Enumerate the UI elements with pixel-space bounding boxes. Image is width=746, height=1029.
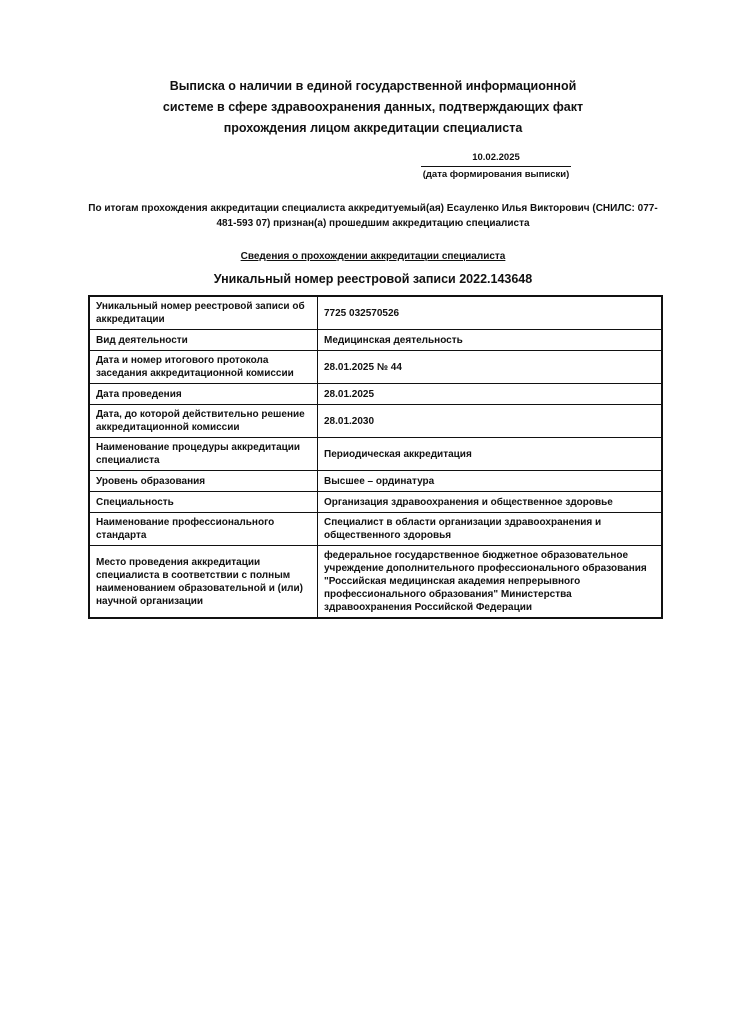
extract-date: 10.02.2025 — [421, 152, 571, 167]
row-label: Специальность — [89, 492, 318, 513]
row-label: Дата и номер итогового протокола заседания аккредитационной комиссии — [89, 351, 318, 384]
table-row — [89, 405, 662, 438]
accreditation-details-table — [88, 295, 663, 619]
row-value: 7725 032570526 — [318, 296, 663, 330]
section-heading: Сведения о прохождении аккредитации специалиста — [240, 251, 506, 262]
accreditation-summary-paragraph: По итогам прохождения аккредитации специалиста аккредитуемый(ая) Есауленко Илья Викторович (СНИЛС: 077-481-593 07) признан(а) прошедшим аккредитацию специалиста — [88, 203, 658, 229]
row-label: Уровень образования — [89, 471, 318, 492]
table-row — [89, 513, 662, 546]
row-value: федеральное государственное бюджетное образовательное учреждение дополнительного профессионального образования "Российская медицинская академия непрерывного профессионального образования" Министерства здравоохранения Российской Федерации — [318, 546, 663, 619]
row-label: Дата проведения — [89, 384, 318, 405]
document-title-line-1: Выписка о наличии в единой государственной информационной — [169, 79, 577, 93]
table-row — [89, 384, 662, 405]
table-row — [89, 546, 662, 619]
document-title-line-3: прохождения лицом аккредитации специалиста — [223, 121, 523, 135]
row-label: Наименование процедуры аккредитации специалиста — [89, 438, 318, 471]
row-value: Высшее – ординатура — [318, 471, 663, 492]
row-label: Место проведения аккредитации специалиста в соответствии с полным наименованием образовательной и (или) научной организации — [89, 546, 318, 619]
row-value: Периодическая аккредитация — [318, 438, 663, 471]
extract-date-block — [421, 152, 571, 181]
document-page — [88, 0, 658, 619]
document-title-line-2: системе в сфере здравоохранения данных, подтверждающих факт — [162, 100, 584, 114]
row-value: Специалист в области организации здравоохранения и общественного здоровья — [318, 513, 663, 546]
row-label: Уникальный номер реестровой записи об аккредитации — [89, 296, 318, 330]
row-value: 28.01.2025 № 44 — [318, 351, 663, 384]
row-value: 28.01.2025 — [318, 384, 663, 405]
table-row — [89, 351, 662, 384]
table-row — [89, 330, 662, 351]
row-label: Наименование профессионального стандарта — [89, 513, 318, 546]
table-row — [89, 471, 662, 492]
row-value: Организация здравоохранения и общественное здоровье — [318, 492, 663, 513]
document-title — [153, 76, 593, 139]
row-value: Медицинская деятельность — [318, 330, 663, 351]
row-label: Дата, до которой действительно решение аккредитационной комиссии — [89, 405, 318, 438]
table-row — [89, 492, 662, 513]
registry-number-heading: Уникальный номер реестровой записи 2022.143648 — [213, 272, 533, 286]
row-label: Вид деятельности — [89, 330, 318, 351]
table-row — [89, 438, 662, 471]
row-value: 28.01.2030 — [318, 405, 663, 438]
accreditation-table-body — [89, 296, 662, 618]
extract-date-caption: (дата формирования выписки) — [422, 169, 570, 180]
table-row — [89, 296, 662, 330]
